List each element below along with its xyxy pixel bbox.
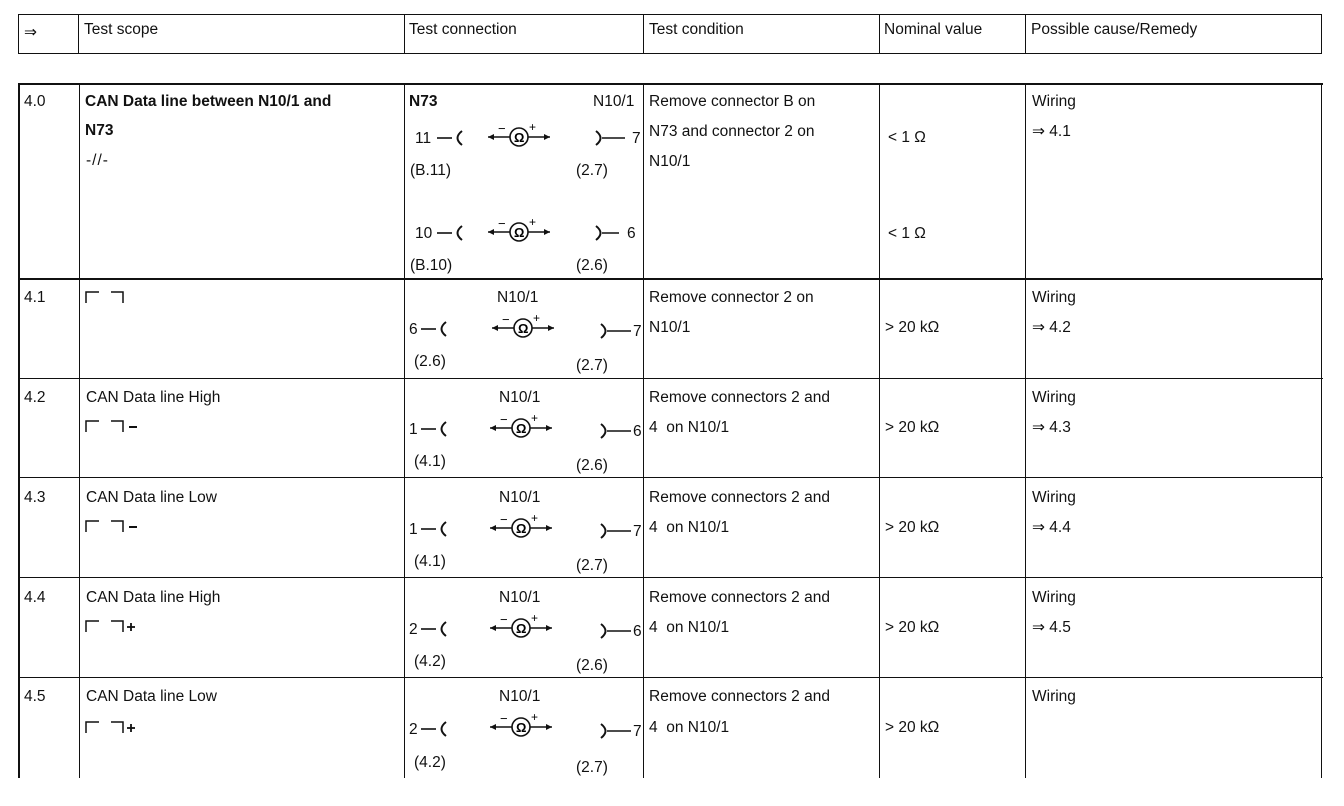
socket-icon [420,619,450,639]
test-condition-line-3: N10/1 [649,153,691,170]
test-condition-line-2: 4 on N10/1 [649,719,730,736]
plug-icon [593,223,623,243]
right-ref: (2.6) [576,257,608,274]
svg-text:Ω: Ω [514,225,525,240]
test-condition-line-2: 4 on N10/1 [649,619,730,636]
test-condition-line-1: Remove connectors 2 and [649,688,830,705]
svg-text:+: + [531,411,539,425]
nominal-value: > 20 kΩ [885,619,940,636]
possible-cause: Wiring [1032,93,1076,110]
header-test-scope: Test scope [84,21,159,38]
possible-cause: Wiring [1032,589,1076,606]
svg-text:Ω: Ω [516,621,527,636]
svg-text:Ω: Ω [514,130,525,145]
left-pin: 2 [409,621,418,638]
right-pin: 7 [633,723,642,740]
svg-text:+: + [531,710,539,724]
svg-text:Ω: Ω [516,521,527,536]
remedy-link[interactable]: ⇒ 4.1 [1032,123,1071,140]
short-plus-symbol [85,719,149,735]
remedy-link[interactable]: ⇒ 4.3 [1032,419,1071,436]
left-pin: 1 [409,521,418,538]
left-ref: (4.1) [414,553,446,570]
nominal-value: > 20 kΩ [885,519,940,536]
nominal-value: < 1 Ω [888,129,926,146]
plug-icon [593,128,627,148]
svg-text:Ω: Ω [516,720,527,735]
step-number: 4.2 [24,389,46,406]
socket-icon [420,519,450,539]
svg-text:−: − [498,121,506,136]
left-ref: (B.10) [410,257,453,274]
right-ref: (2.7) [576,557,608,574]
left-ref: (4.2) [414,754,446,771]
test-condition-line-1: Remove connectors 2 and [649,389,830,406]
conn-module: N10/1 [499,389,541,406]
right-ref: (2.6) [576,457,608,474]
left-ref: (B.11) [410,162,452,179]
test-condition-line-2: N10/1 [649,319,691,336]
open-circuit-symbol: -//- [86,152,109,169]
svg-text:−: − [500,612,508,627]
test-scope-line-1: CAN Data line High [86,589,221,606]
step-number: 4.0 [24,93,46,110]
left-pin: 6 [409,321,418,338]
nominal-value: > 20 kΩ [885,719,940,736]
test-condition-line-1: Remove connector B on [649,93,816,110]
test-scope-line-1: CAN Data line between N10/1 and [85,93,332,110]
short-circuit-symbol [85,289,135,305]
header-nominal-value: Nominal value [884,21,983,38]
svg-text:+: + [531,611,539,625]
left-ref: (2.6) [414,353,446,370]
header-possible-cause: Possible cause/Remedy [1031,21,1198,38]
right-pin: 6 [627,225,636,242]
short-minus-symbol [85,518,149,534]
test-condition-line-2: N73 and connector 2 on [649,123,815,140]
plug-icon [598,421,632,441]
ohmmeter-icon [488,511,554,543]
step-number: 4.3 [24,489,46,506]
left-ref: (4.1) [414,453,446,470]
svg-text:−: − [498,216,506,231]
test-condition-line-2: 4 on N10/1 [649,419,730,436]
left-ref: (4.2) [414,653,446,670]
left-pin: 11 [415,130,432,147]
plug-icon [598,321,632,341]
step-number: 4.1 [24,289,46,306]
test-condition-line-1: Remove connectors 2 and [649,489,830,506]
plug-icon [598,521,632,541]
socket-icon [420,319,450,339]
svg-text:Ω: Ω [518,321,529,336]
left-pin: 1 [409,421,418,438]
ohmmeter-icon [486,120,552,152]
right-pin: 7 [633,523,642,540]
ohmmeter-icon [488,710,554,742]
header-arrow: ⇒ [24,24,37,41]
right-ref: (2.7) [576,357,608,374]
nominal-value: > 20 kΩ [885,419,940,436]
ohmmeter-icon [490,311,556,343]
right-pin: 7 [633,323,642,340]
right-pin: 6 [633,423,642,440]
nominal-value: > 20 kΩ [885,319,940,336]
header-test-condition: Test condition [649,21,744,38]
left-pin: 10 [415,225,433,242]
right-ref: (2.7) [576,162,608,179]
svg-text:+: + [533,311,541,325]
socket-icon [436,128,466,148]
test-condition-line-2: 4 on N10/1 [649,519,730,536]
ohmmeter-icon [488,611,554,643]
test-scope-line-2: N73 [85,122,114,139]
step-number: 4.4 [24,589,46,606]
test-condition-line-1: Remove connector 2 on [649,289,814,306]
svg-text:−: − [500,711,508,726]
ohmmeter-icon [488,411,554,443]
remedy-link[interactable]: ⇒ 4.4 [1032,519,1071,536]
nominal-value: < 1 Ω [888,225,926,242]
svg-text:Ω: Ω [516,421,527,436]
header-test-connection: Test connection [409,21,517,38]
left-pin: 2 [409,721,418,738]
socket-icon [420,419,450,439]
test-scope-line-1: CAN Data line High [86,389,221,406]
plug-icon [598,621,632,641]
conn-module: N10/1 [499,489,541,506]
remedy-link[interactable]: ⇒ 4.5 [1032,619,1071,636]
svg-text:+: + [529,120,537,134]
plug-icon [598,721,632,741]
short-minus-symbol [85,418,149,434]
possible-cause: Wiring [1032,489,1076,506]
svg-text:−: − [500,512,508,527]
short-plus-symbol [85,618,149,634]
possible-cause: Wiring [1032,389,1076,406]
conn-module: N10/1 [497,289,539,306]
test-condition-line-1: Remove connectors 2 and [649,589,830,606]
conn-module: N10/1 [499,688,541,705]
conn-left-module: N73 [409,93,438,110]
socket-icon [436,223,466,243]
right-pin: 6 [633,623,642,640]
socket-icon [420,719,450,739]
remedy-link[interactable]: ⇒ 4.2 [1032,319,1071,336]
conn-module: N10/1 [499,589,541,606]
right-ref: (2.7) [576,759,608,776]
right-ref: (2.6) [576,657,608,674]
right-pin: 7 [632,130,641,147]
svg-text:+: + [529,215,537,229]
test-scope-line-1: CAN Data line Low [86,489,217,506]
conn-right-module: N10/1 [593,93,635,110]
test-scope-line-1: CAN Data line Low [86,688,217,705]
step-number: 4.5 [24,688,46,705]
svg-text:−: − [502,312,510,327]
svg-text:−: − [500,412,508,427]
possible-cause: Wiring [1032,688,1076,705]
possible-cause: Wiring [1032,289,1076,306]
ohmmeter-icon [486,215,552,247]
svg-text:+: + [531,511,539,525]
